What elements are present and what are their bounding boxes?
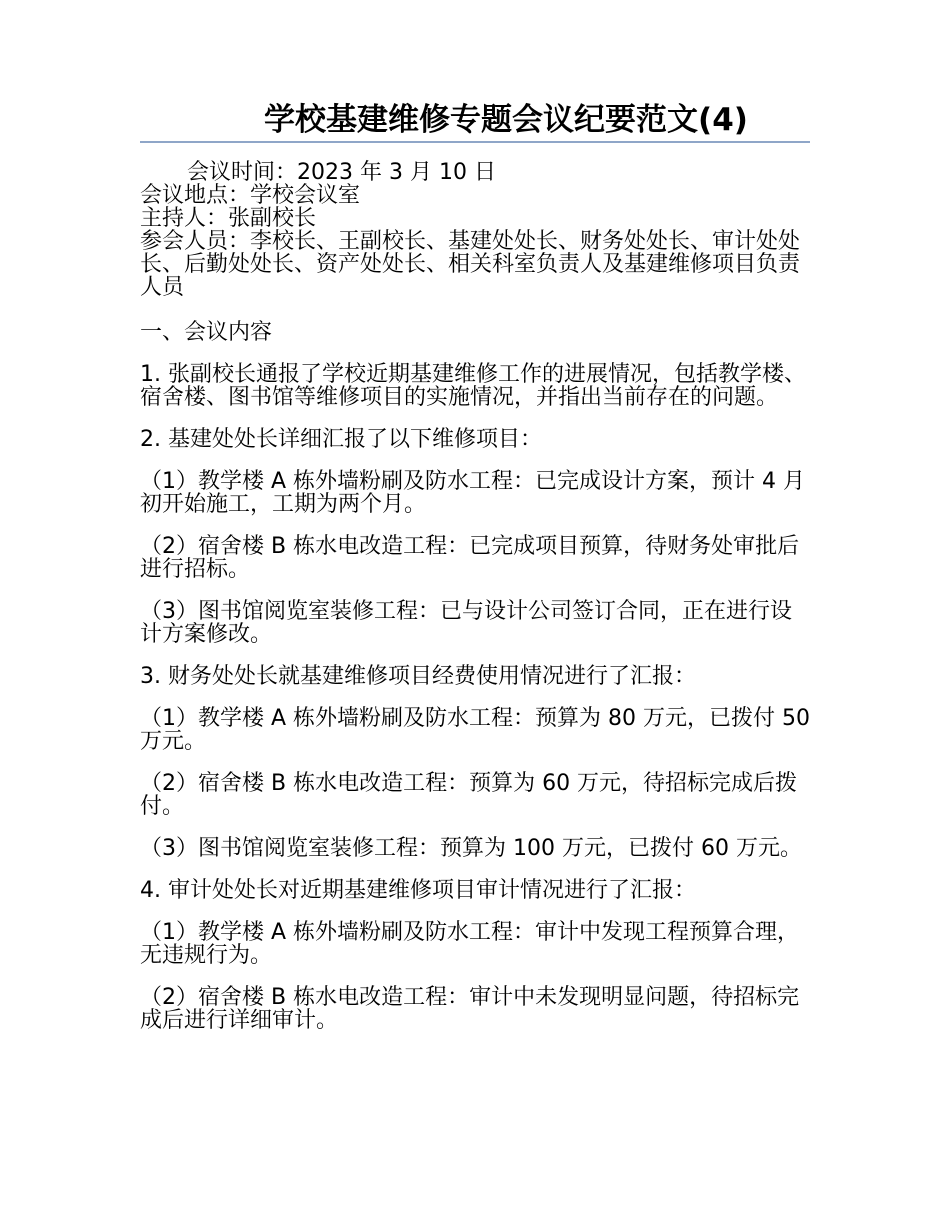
paragraph: （2）宿舍楼 B 栋水电改造工程：已完成项目预算，待财务处审批后进行招标。: [140, 534, 800, 582]
document-title: 学校基建维修专题会议纪要范文(4): [264, 102, 748, 138]
paragraph: 1. 张副校长通报了学校近期基建维修工作的进展情况，包括教学楼、宿舍楼、图书馆等维修项目的实施情况，并指出当前存在的问题。: [140, 362, 806, 410]
paragraph: 3. 财务处处长就基建维修项目经费使用情况进行了汇报：: [140, 664, 696, 689]
meeting-host: 主持人：张副校长: [140, 206, 317, 231]
paragraph: （1）教学楼 A 栋外墙粉刷及防水工程：审计中发现工程预算合理，无违规行为。: [140, 920, 800, 968]
meeting-place: 会议地点：学校会议室: [140, 183, 361, 208]
paragraph: （3）图书馆阅览室装修工程：已与设计公司签订合同，正在进行设计方案修改。: [140, 599, 792, 647]
paragraph: （3）图书馆阅览室装修工程：预算为 100 万元，已拨付 60 万元。: [140, 836, 802, 861]
paragraph: （2）宿舍楼 B 栋水电改造工程：审计中未发现明显问题，待招标完成后进行详细审计。: [140, 985, 800, 1033]
paragraph: （2）宿舍楼 B 栋水电改造工程：预算为 60 万元，待招标完成后拨付。: [140, 771, 798, 819]
meeting-attendees: 参会人员：李校长、王副校长、基建处处长、财务处处长、审计处处长、后勤处处长、资产处处长、相关科室负责人及基建维修项目负责人员: [140, 229, 801, 300]
paragraph: （1）教学楼 A 栋外墙粉刷及防水工程：预算为 80 万元，已拨付 50 万元。: [140, 706, 811, 754]
meeting-meta: [140, 161, 810, 299]
title-underline: [140, 141, 810, 143]
meeting-time: 会议时间：2023 年 3 月 10 日: [187, 160, 496, 185]
paragraph: 4. 审计处处长对近期基建维修项目审计情况进行了汇报：: [140, 878, 696, 903]
paragraph: （1）教学楼 A 栋外墙粉刷及防水工程：已完成设计方案，预计 4 月初开始施工，工期为两个月。: [140, 469, 806, 517]
document-page: [140, 100, 810, 1032]
section-heading: 一、会议内容: [140, 320, 273, 345]
paragraph: 2. 基建处处长详细汇报了以下维修项目：: [140, 427, 542, 452]
